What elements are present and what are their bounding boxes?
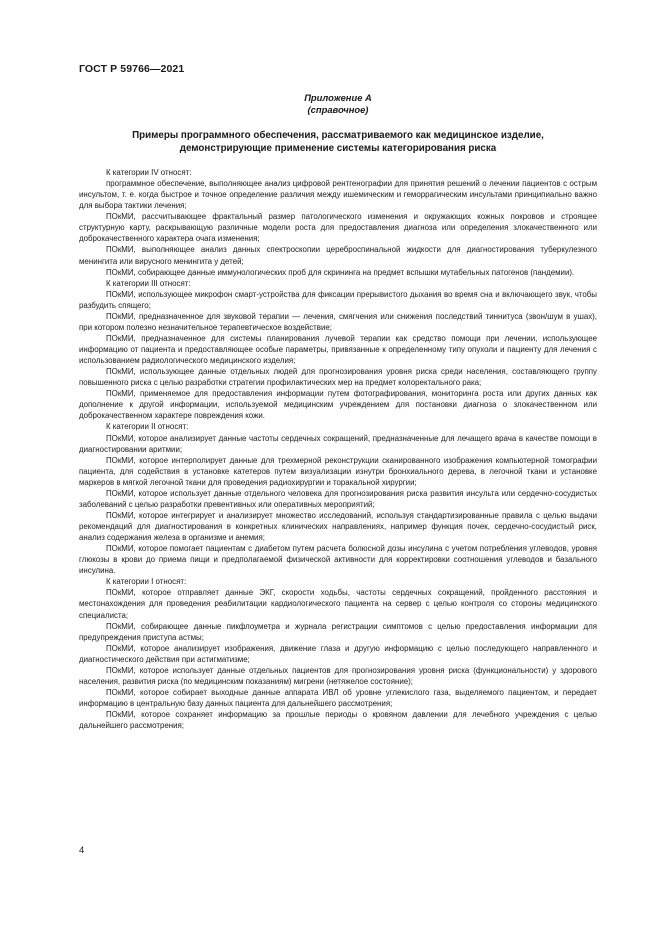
paragraph: ПОкМИ, которое использует данные отдельных пациентов для прогнозирования уровня риска (функциональности) у здорового населения, развития риска (по медицинским показаниям) мигрени (нетяжелое состояние); bbox=[79, 665, 597, 686]
paragraph: К категории III относят: bbox=[106, 278, 191, 288]
paragraph: ПОкМИ, использующее данные отдельных людей для прогнозирования уровня риска среди населения, составляющего группу повышенного риска с целью разработки стратегии профилактических мер на предмет колоректального рака; bbox=[79, 367, 597, 388]
paragraph: ПОкМИ, которое помогает пациентам с диабетом путем расчета болюсной дозы инсулина с учетом потребления углеводов, уровня глюкозы в крови до приема пищи и предполагаемой физической активности для корректировки соотношения углеводов и базального инсулина. bbox=[79, 544, 597, 576]
paragraph: ПОкМИ, предназначенное для звуковой терапии — лечения, смягчения или снижения последствий тиннитуса (звон/шум в ушах), при котором полезно незначительное терапевтическое воздействие; bbox=[79, 311, 597, 332]
paragraph: ПОкМИ, использующее микрофон смарт-устройства для фиксации прерывистого дыхания во время сна и включающего звук, чтобы разбудить спящего; bbox=[79, 289, 597, 310]
section-title-line-2: демонстрирующие применение системы категорирования риска bbox=[179, 143, 497, 155]
paragraph: К категории II относят: bbox=[106, 422, 189, 432]
paragraph: ПОкМИ, предназначенное для системы планирования лучевой терапии как средство помощи при лечении, использующее информацию от пациента и предоставляющее особые параметры, привязанные к определенному типу опухоли и пациенту для лечения с использованием радиологического медицинского изделия; bbox=[79, 333, 597, 366]
paragraph: ПОкМИ, собирающее данные иммунологических проб для скрининга на предмет вспышки мутабельных патогенов (пандемии). bbox=[106, 267, 575, 277]
paragraph: ПОкМИ, выполняющее анализ данных спектроскопии цереброспинальной жидкости для диагностирования туберкулезного менингита или вирусного менингита у детей; bbox=[79, 245, 597, 266]
paragraph: К категории IV относят: bbox=[106, 168, 192, 177]
section-title-line-1: Примеры программного обеспечения, рассматриваемого как медицинское изделие, bbox=[132, 130, 544, 141]
body-text bbox=[79, 167, 597, 731]
paragraph: ПОкМИ, рассчитывающее фрактальный размер патологического изменения и окружающих кожных покровов и строящее структурную карту, раскрывающую различные модели роста для предоставления диагноза или определения злокачественного или доброкачественного характера очага изменения; bbox=[79, 212, 597, 244]
paragraph: К категории I относят: bbox=[106, 577, 187, 587]
paragraph: ПОкМИ, которое анализирует данные частоты сердечных сокращений, предназначенные для лечащего врача в качестве помощи в диагностировании аритмии; bbox=[79, 433, 597, 454]
standard-header: ГОСТ Р 59766—2021 bbox=[79, 63, 185, 75]
paragraph: ПОкМИ, которое анализирует изображения, движение глаза и другую информацию с целью последующего направленного и диагностического действия при астигматизме; bbox=[79, 643, 597, 664]
appendix-title: Приложение А bbox=[304, 92, 372, 103]
appendix-heading bbox=[79, 92, 597, 116]
paragraph: программное обеспечение, выполняющее анализ цифровой рентгенографии для принятия решений о лечении пациентов с острым инсультом, т. е. когда быстрое и точное определение различия между ишемическим и геморрагическим инсультами принципиально важно для выбора тактики лечения; bbox=[79, 179, 597, 211]
paragraph: ПОкМИ, которое интерполирует данные для трехмерной реконструкции сканированного изображения компьютерной томографии пациента, для содействия в установке катетеров путем визуализации изнутри бронхиального дерева, в легочной ткани и установке маркеров в мягкой легочной ткани для проведения радиохирургии и торакальной хирургии; bbox=[79, 455, 597, 487]
paragraph: ПОкМИ, которое интегрирует и анализирует множество исследований, используя стандартизированные правила с целью выдачи рекомендаций для диагностирования в конкретных клинических направлениях, например функция почек, сердечно-сосудистый риск, анализ содержания железа в организме и анемия; bbox=[79, 510, 597, 543]
appendix-note: (справочное) bbox=[307, 104, 369, 116]
paragraph: ПОкМИ, которое отправляет данные ЭКГ, скорости ходьбы, частоты сердечных сокращений, пройденного расстояния и местонахождения для проведения реабилитации кардиологического пациента на сервер с целью контроля со стороны медицинского специалиста; bbox=[79, 588, 597, 620]
paragraph: ПОкМИ, которое собирает выходные данные аппарата ИВЛ об уровне углекислого газа, выделяемого пациентом, и передает информацию в центральную базу данных пациента для дальнейшего рассмотрения; bbox=[79, 687, 597, 708]
paragraph: ПОкМИ, которое сохраняет информацию за прошлые периоды о кровяном давлении для лечебного учреждения с целью дальнейшего рассмотрения; bbox=[79, 710, 597, 731]
section-title bbox=[79, 129, 597, 155]
page-number: 4 bbox=[79, 845, 85, 856]
paragraph: ПОкМИ, собирающее данные пикфлоуметра и журнала регистрации симптомов с целью предоставления информации для предупреждения приступа астмы; bbox=[79, 621, 597, 642]
paragraph: ПОкМИ, применяемое для предоставления информации путем фотографирования, мониторинга роста или других данных как дополнение к другой информации, используемой медицинским учреждением для постановки диагноза о злокачественном или доброкачественном характере повреждения кожи. bbox=[79, 389, 597, 421]
paragraph: ПОкМИ, которое использует данные отдельного человека для прогнозирования риска развития инсульта или сердечно-сосудистых заболеваний с целью разработки превентивных или оперативных мероприятий; bbox=[79, 488, 597, 509]
